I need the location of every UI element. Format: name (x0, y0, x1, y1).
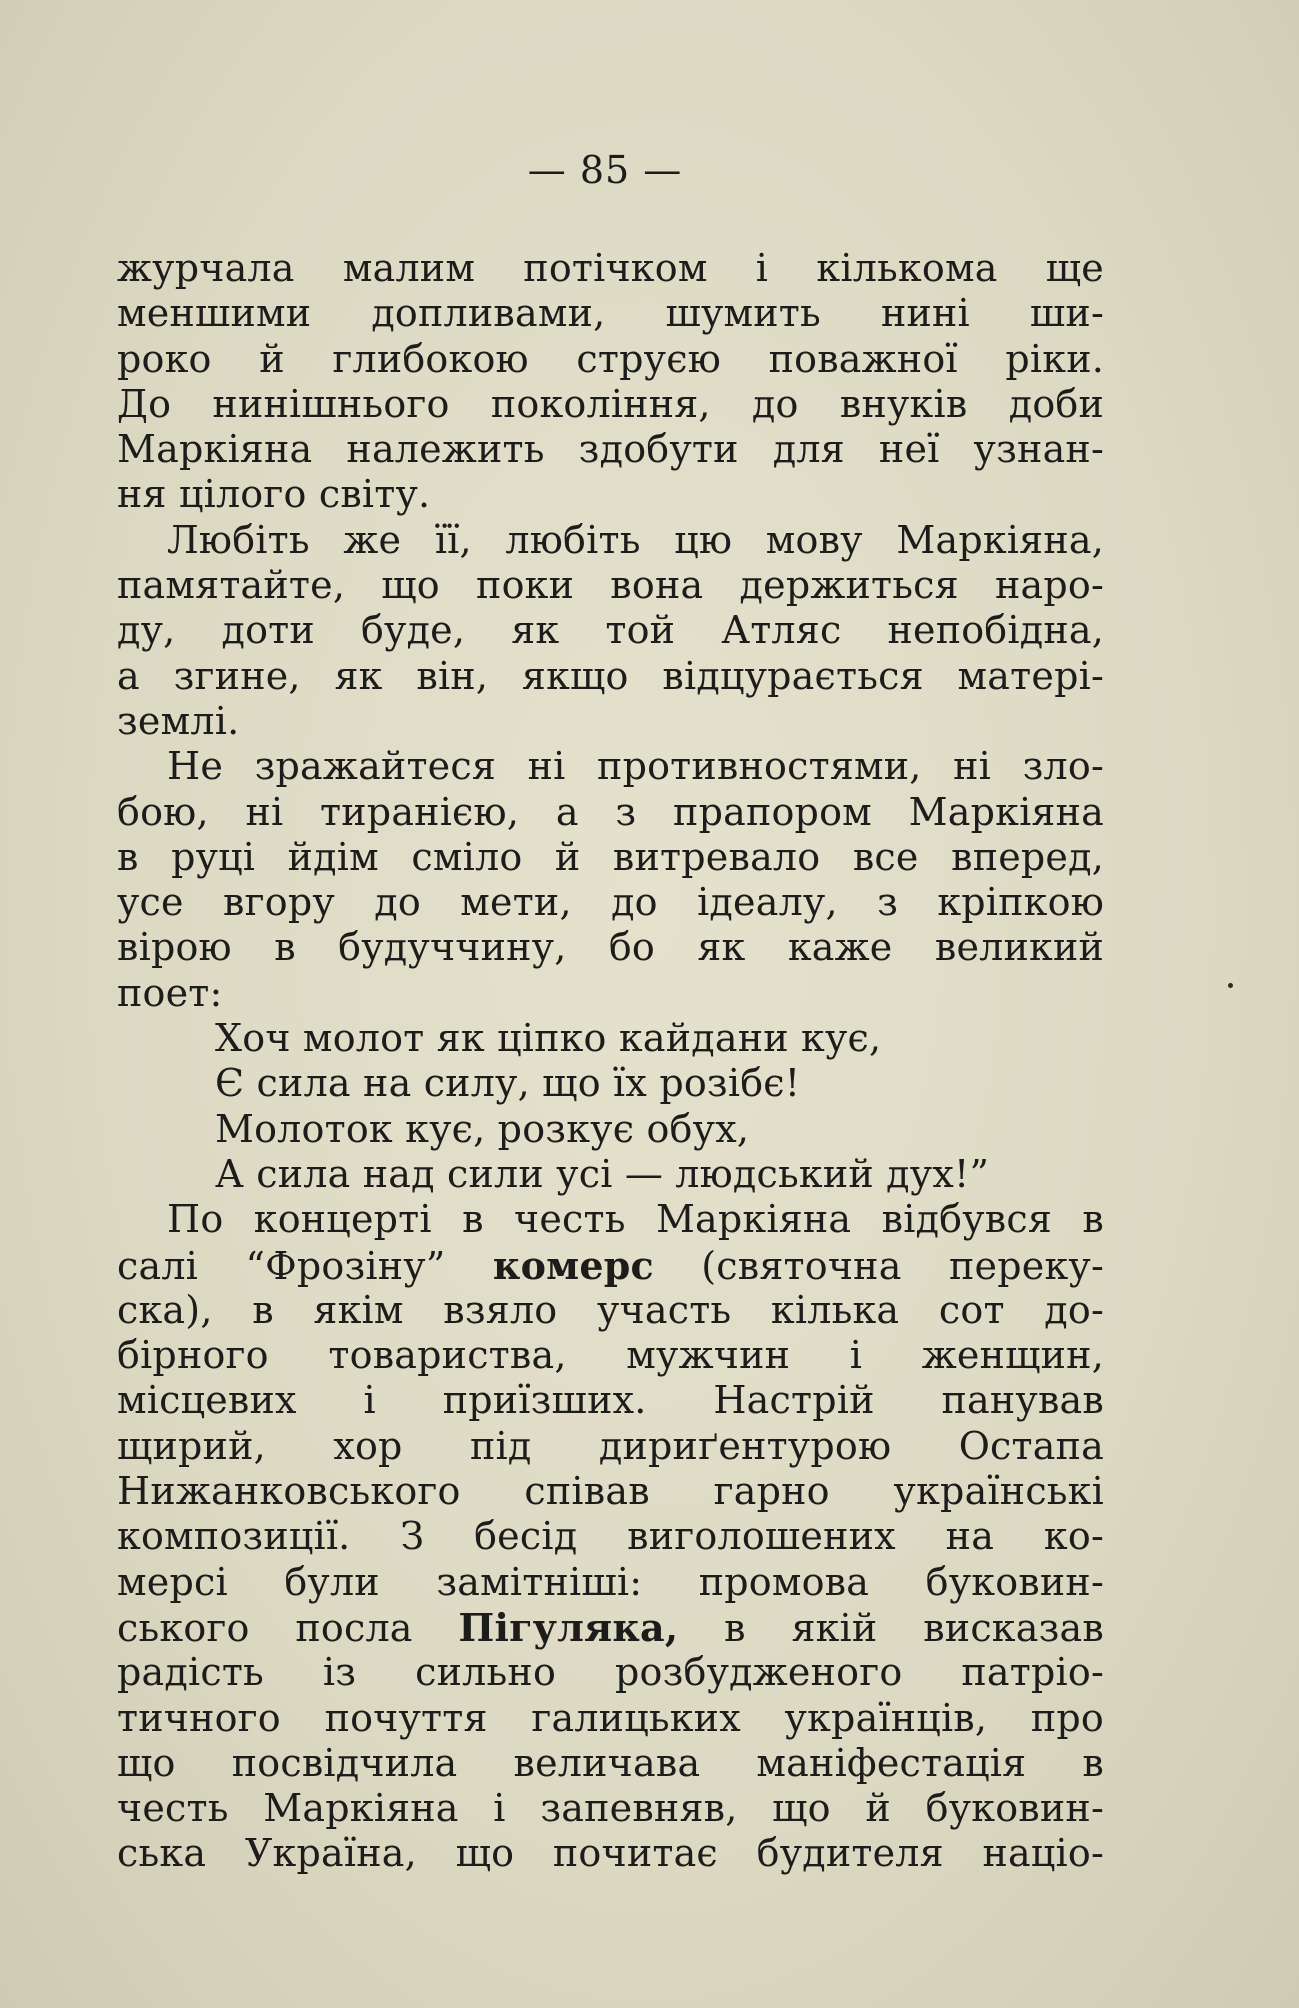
text-line: роко й глибокою струєю поважної ріки. (117, 336, 1104, 381)
line-text-pre: салі “Фрозіну” (117, 1243, 493, 1288)
paragraph-start-line: По концерті в честь Маркіяна відбувся в (167, 1197, 1104, 1242)
text-line: памятайте, що поки вона держиться наро- (117, 563, 1104, 608)
text-line: землі. (117, 698, 240, 743)
text-line: композиції. З бесід виголошених на ко- (117, 1514, 1104, 1559)
text-line-with-bold (117, 1243, 1104, 1288)
text-line: щирий, хор під дириґентурою Остапа (117, 1423, 1104, 1468)
text-line: мерсі були замітніші: промова буковин- (117, 1559, 1104, 1604)
text-line: Маркіяна належить здобути для неї узнан- (117, 427, 1104, 472)
text-line: Нижанковського співав гарно українські (117, 1469, 1104, 1514)
text-line: меншими допливами, шумить нині ши- (117, 291, 1104, 336)
verse-line: Молоток кує, розкує обух, (215, 1106, 750, 1151)
text-line: радість із сильно розбудженого патріо- (117, 1650, 1104, 1695)
text-line: честь Маркіяна і запевняв, що й буковин- (117, 1786, 1104, 1831)
body-text (117, 246, 1104, 1877)
text-line: До нинішнього покоління, до внуків доби (117, 381, 1104, 426)
text-line: поет: (117, 970, 223, 1015)
text-line: ська Україна, що почитає будителя націо- (117, 1831, 1104, 1876)
text-line: ска), в якім взяло участь кілька сот до- (117, 1287, 1104, 1332)
text-line: усе вгору до мети, до ідеалу, з кріпкою (117, 880, 1104, 925)
text-line: журчала малим потічком і кількома ще (117, 246, 1104, 290)
text-line: в руці йдім сміло й витревало все вперед, (117, 834, 1104, 879)
text-line: ня цілого світу. (117, 472, 431, 517)
paragraph-start-line: Любіть же її, любіть цю мову Маркіяна, (167, 517, 1104, 562)
page-number: — 85 — (527, 148, 683, 192)
text-line: бою, ні тиранією, а з прапором Маркіяна (117, 789, 1104, 834)
verse-line: Є сила на силу, що їх розібє! (215, 1061, 801, 1106)
bold-term-komers: комерс (492, 1242, 654, 1288)
text-line: ду, доти буде, як той Атляс непобідна, (117, 608, 1104, 653)
line-text-post: в якій висказав (678, 1605, 1104, 1650)
bold-name-pihuliak: Пігуляка, (458, 1604, 679, 1650)
verse-line: Хоч молот як ціпко кайдани кує, (215, 1016, 882, 1061)
text-line-with-bold (117, 1605, 1104, 1650)
line-text-pre: ського посла (117, 1605, 459, 1650)
text-line: тичного почуття галицьких українців, про (117, 1695, 1104, 1740)
text-line: місцевих і приїзших. Настрій панував (117, 1378, 1104, 1423)
text-line: що посвідчила величава маніфестація в (117, 1740, 1104, 1785)
paragraph-start-line: Не зражайтеся ні противностями, ні зло- (167, 744, 1104, 789)
text-line: бірного товариства, мужчин і женщин, (117, 1333, 1104, 1378)
text-line: а згине, як він, якщо відцурається матері- (117, 653, 1104, 698)
text-line: вірою в будуччину, бо як каже великий (117, 925, 1104, 970)
print-speck (1228, 983, 1233, 988)
verse-line: А сила над сили усі — людський дух!” (215, 1151, 990, 1196)
line-text-post: (святочна переку- (653, 1243, 1104, 1288)
